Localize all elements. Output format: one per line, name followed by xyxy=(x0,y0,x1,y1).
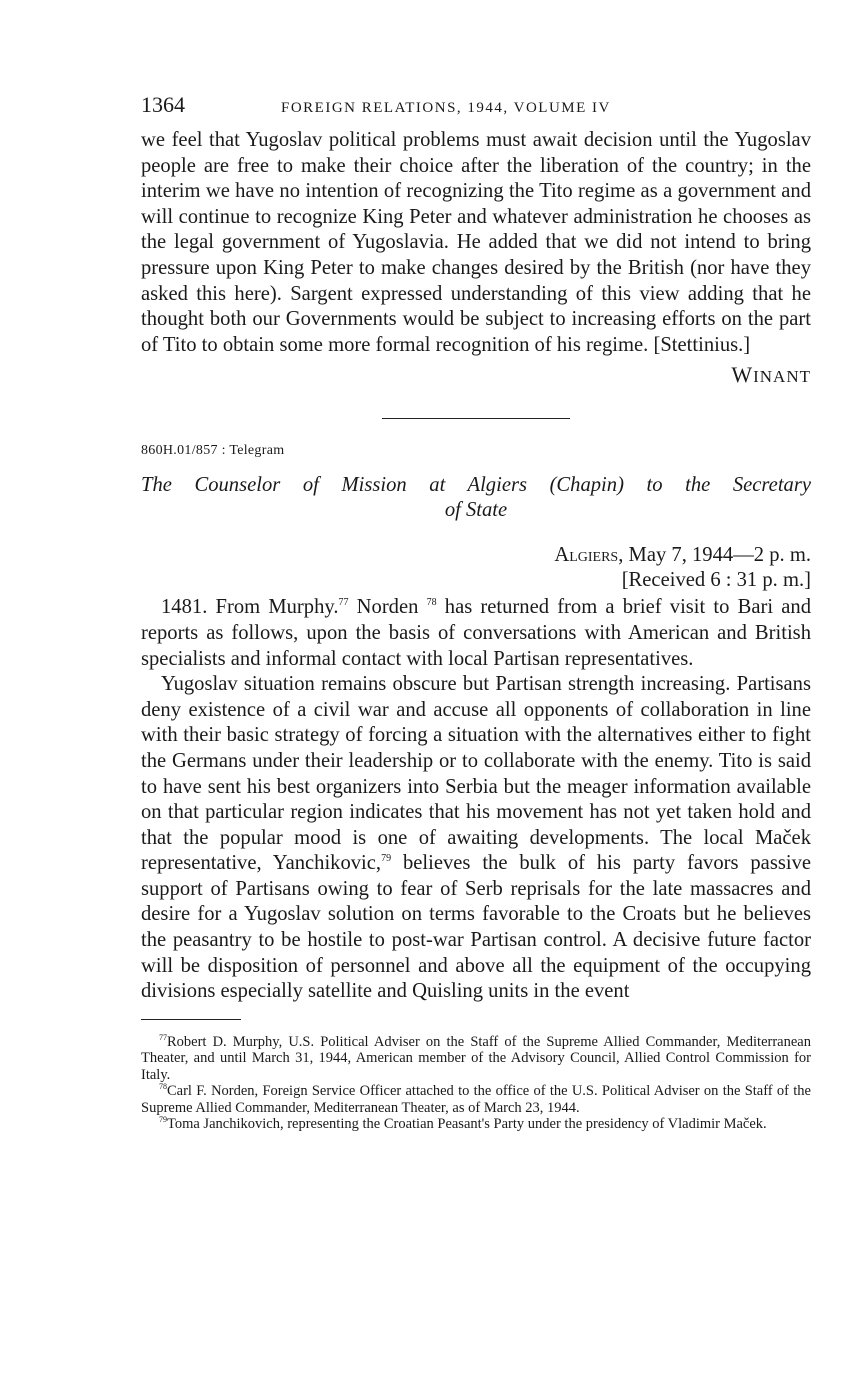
footnote-77 xyxy=(141,1034,811,1084)
paragraph-1 xyxy=(141,595,811,672)
dateline xyxy=(141,543,811,568)
footnotes xyxy=(141,1034,811,1133)
document-title xyxy=(141,473,811,523)
paragraph-1-text-c: has returned from a brief visit to Bari and reports as follows, upon the basis of conversations with American and British specialists and informal contact with local Partisan representatives. xyxy=(141,596,811,670)
footnote-ref-77: 77 xyxy=(338,597,349,609)
page-header xyxy=(141,92,811,128)
footnote-mark: 77 xyxy=(159,1033,167,1043)
footnote-ref-79: 79 xyxy=(381,853,392,865)
signature-rest: INANT xyxy=(753,367,811,387)
dateline-place: Algiers xyxy=(554,544,619,567)
paragraph-1-text-b: Norden xyxy=(348,596,427,619)
paragraph-1-text-a: 1481. From Murphy. xyxy=(161,596,339,619)
page-number: 1364 xyxy=(141,92,185,117)
paragraph-2 xyxy=(141,672,811,1005)
footnote-mark: 78 xyxy=(159,1082,167,1092)
footnote-text: Carl F. Norden, Foreign Service Officer attached to the office of the U.S. Political Adviser on the Staff of the Supreme Allied Commander, Mediterranean Theater, as of March 23, 1944. xyxy=(141,1083,811,1116)
signature-initial: W xyxy=(731,362,754,388)
footnote-79 xyxy=(141,1116,811,1133)
dateline-date: , May 7, 1944—2 p. m. xyxy=(618,544,811,567)
document-title-line2: of State xyxy=(444,499,508,522)
section-divider xyxy=(382,418,570,419)
footnote-78 xyxy=(141,1083,811,1116)
document-page xyxy=(141,92,811,1133)
paragraph-2-text-a: Yugoslav situation remains obscure but Partisan strength increasing. Partisans deny existence of a civil war and accuse all opponents of collaboration in line with their basic strategy of forcing a situation with the alternatives either to fight the Germans under their leadership or to collaborate with the enemy. Tito is said to have sent his best organizers into Serbia but the meager information available on that particular region indicates that his movement has not yet taken hold and that the popular mood is one of awaiting developments. The local Maček representative, Yanchikovic, xyxy=(141,673,811,875)
received-line: [Received 6 : 31 p. m.] xyxy=(621,569,811,592)
signature xyxy=(141,362,811,388)
footnote-divider xyxy=(141,1019,241,1020)
footnote-text: Toma Janchikovich, representing the Croatian Peasant's Party under the presidency of Vladimir Maček. xyxy=(167,1116,767,1133)
footnote-ref-78: 78 xyxy=(426,597,437,609)
paragraph-2-text-b: believes the bulk of his party favors passive support of Partisans owing to fear of Serb reprisals for the late massacres and desire for a Yugoslav solution on terms favorable to the Croats but he believes the peasantry to be hostile to post-war Partisan control. A decisive future factor will be disposition of personnel and above all the equipment of the occupying divisions especially satellite and Quisling units in the event xyxy=(141,852,812,1003)
footnote-mark: 79 xyxy=(159,1115,167,1125)
running-head: FOREIGN RELATIONS, 1944, VOLUME IV xyxy=(281,100,611,116)
file-reference: 860H.01/857 : Telegram xyxy=(141,443,285,459)
continued-paragraph: we feel that Yugoslav political problems must await decision until the Yugoslav people are free to make their choice after the liberation of the country; in the interim we have no intention of recognizing the Tito regime as a government and will continue to recognize King Peter and whatever administration he chooses as the legal government of Yugoslavia. He added that we did not intend to bring pressure upon King Peter to make changes desired by the British (nor have they asked this here). Sargent expressed understanding of this view adding that he thought both our Governments would be subject to increasing efforts on the part of Tito to obtain some more formal recognition of his regime. [Stettinius.] xyxy=(141,129,811,356)
document-title-line1: The Counselor of Mission at Algiers (Chapin) to the Secretary xyxy=(141,474,811,497)
footnote-text: Robert D. Murphy, U.S. Political Adviser on the Staff of the Supreme Allied Commander, Mediterranean Theater, and until March 31, 1944, American member of the Advisory Council, Allied Control Commission for Italy. xyxy=(141,1033,811,1083)
